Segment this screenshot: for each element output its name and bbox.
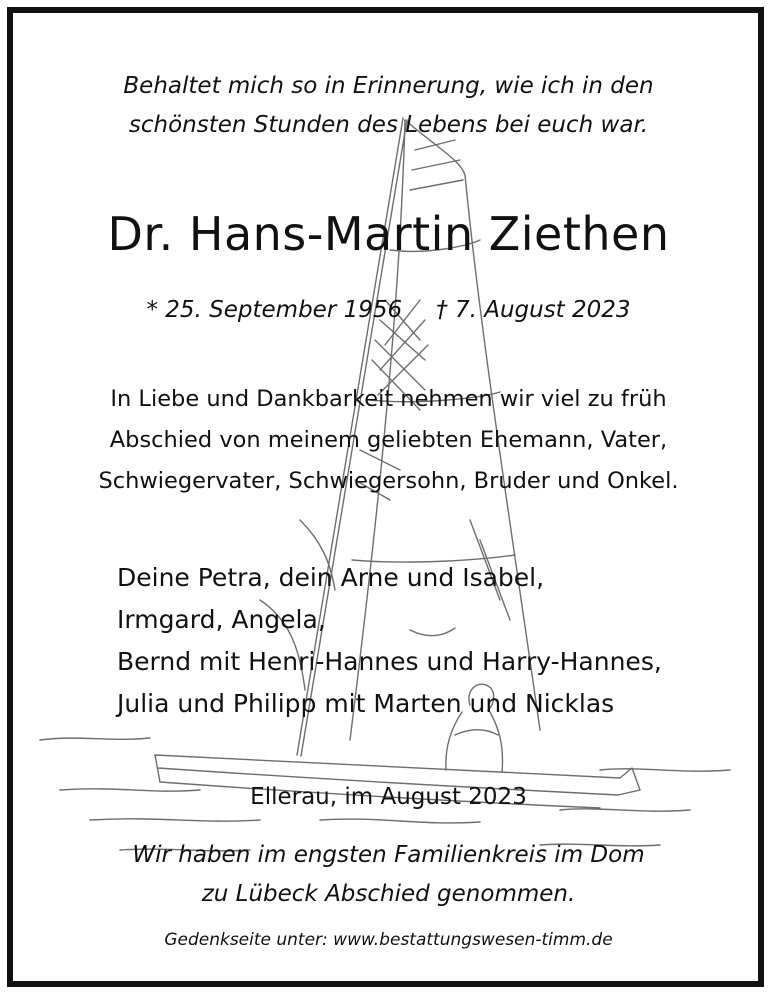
announcement-line-2: Abschied von meinem geliebten Ehemann, Vater, [109, 427, 668, 453]
mourner-line-3: Bernd mit Henri-Hannes und Harry-Hannes, [117, 647, 662, 676]
birth-date: * 25. September 1956 [146, 297, 403, 323]
deceased-name: Dr. Hans-Martin Ziethen [107, 207, 670, 261]
death-date: † 7. August 2023 [436, 297, 631, 323]
place-and-date: Ellerau, im August 2023 [250, 784, 527, 810]
mourner-line-4: Julia und Philipp mit Marten und Nicklas [117, 689, 615, 718]
motto-line-1: Behaltet mich so in Erinnerung, wie ich in den [123, 73, 654, 99]
motto-line-2: schönsten Stunden des Lebens bei euch war. [128, 112, 649, 138]
life-dates [0, 293, 777, 327]
funeral-note-line-1: Wir haben im engsten Familienkreis im Dom [132, 842, 645, 868]
announcement-line-1: In Liebe und Dankbarkeit nehmen wir viel zu früh [110, 386, 667, 412]
mourner-line-1: Deine Petra, dein Arne und Isabel, [117, 563, 545, 592]
mourner-line-2: Irmgard, Angela, [117, 605, 326, 634]
funeral-note-line-2: zu Lübeck Abschied genommen. [201, 881, 576, 907]
memorial-page-link[interactable]: Gedenkseite unter: www.bestattungswesen-timm.de [164, 930, 613, 950]
announcement-line-3: Schwiegervater, Schwiegersohn, Bruder und Onkel. [98, 468, 679, 494]
